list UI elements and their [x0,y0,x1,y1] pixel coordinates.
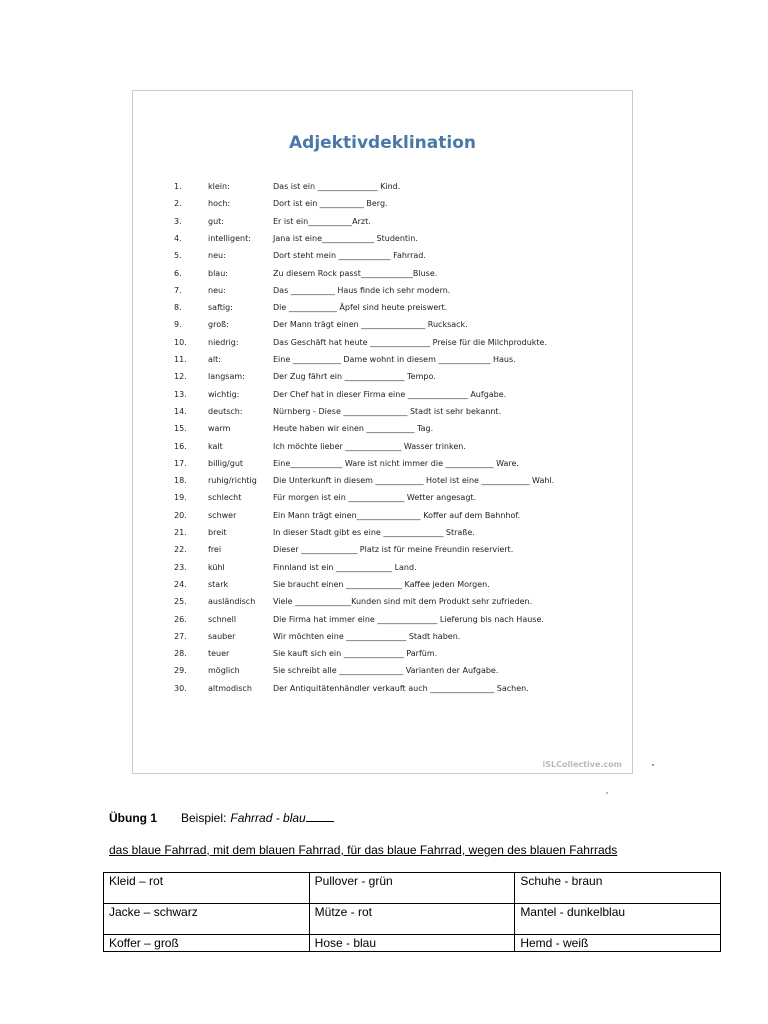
exercise-item [133,369,632,385]
item-sentence: Wir möchten eine _______________ Stadt haben. [273,631,461,641]
exercise-item [133,231,632,247]
item-number: 23. [174,562,187,572]
table-cell: Hemd - weiß [515,935,721,952]
item-adjective: warm [208,424,231,434]
item-adjective: möglich [208,666,240,676]
exercise-item [133,646,632,662]
speck [606,792,608,794]
exercise-item [133,266,632,282]
item-number: 24. [174,579,187,589]
item-number: 12. [174,372,187,382]
item-number: 29. [174,666,187,676]
item-adjective: kalt [208,441,223,451]
table-row [104,935,721,952]
watermark: iSLCollective.com [542,760,622,769]
exercise-item [133,283,632,299]
item-adjective: neu: [208,285,226,295]
item-sentence: Für morgen ist ein ______________ Wetter angesagt. [273,493,477,503]
word-table [103,872,721,952]
item-sentence: Eine_____________ Ware ist nicht immer die ____________ Ware. [273,458,519,468]
item-adjective: hoch: [208,199,231,209]
item-adjective: altmodisch [208,683,252,693]
item-adjective: deutsch: [208,406,243,416]
item-number: 6. [174,268,182,278]
item-sentence: Sie kauft sich ein _______________ Parfüm. [273,649,438,659]
exercise-item [133,421,632,437]
item-sentence: Die Unterkunft in diesem ____________ Hotel ist eine ____________ Wahl. [273,476,555,486]
item-sentence: Ich möchte lieber ______________ Wasser trinken. [273,441,466,451]
exercise-item [133,473,632,489]
exercise-item [133,542,632,558]
item-adjective: niedrig: [208,337,239,347]
item-adjective: breit [208,528,227,537]
item-number: 13. [174,389,187,399]
item-sentence: Finnland ist ein ______________ Land. [273,562,417,572]
item-adjective: kühl [208,562,225,572]
item-number: 14. [174,406,187,416]
item-adjective: klein: [208,182,230,191]
item-adjective: langsam: [208,372,245,382]
item-sentence: Dort ist ein ___________ Berg. [273,199,388,209]
item-number: 3. [174,216,182,226]
exercise-item [133,629,632,645]
item-adjective: teuer [208,649,230,659]
table-row [104,904,721,935]
table-row [104,873,721,904]
item-number: 8. [174,303,182,313]
exercise-item [133,214,632,230]
item-adjective: schnell [208,614,237,624]
item-sentence: Das ist ein _______________ Kind. [273,182,401,191]
item-number: 17. [174,458,187,468]
item-number: 10. [174,337,187,347]
item-number: 21. [174,528,187,537]
item-sentence: Eine ____________ Dame wohnt in diesem _____________ Haus. [273,355,516,364]
item-number: 7. [174,285,182,295]
example-text: Fahrrad - blau [230,811,306,825]
item-sentence: Dort steht mein _____________ Fahrrad. [273,251,426,261]
item-number: 1. [174,182,182,191]
exercise-item [133,612,632,628]
item-adjective: frei [208,545,222,555]
item-adjective: schwer [208,510,237,520]
table-cell: Mütze - rot [309,904,515,935]
exercise-item [133,663,632,679]
exercise-item [133,594,632,610]
item-sentence: Der Mann trägt einen ________________ Rucksack. [273,320,468,330]
exercise-item [133,352,632,368]
exercise-item [133,508,632,524]
item-number: 2. [174,199,182,209]
item-sentence: Sie braucht einen ______________ Kaffee jeden Morgen. [273,579,490,589]
item-adjective: alt: [208,355,221,364]
exercise-item [133,577,632,593]
exercise-item [133,456,632,472]
item-sentence: Ein Mann trägt einen________________ Koffer auf dem Bahnhof. [273,510,521,520]
item-number: 18. [174,476,187,486]
example-blank [306,810,334,822]
exercise-item [133,300,632,316]
exercise-item [133,317,632,333]
table-cell: Mantel - dunkelblau [515,904,721,935]
item-sentence: Zu diesem Rock passt_____________Bluse. [273,268,438,278]
item-sentence: Die ____________ Äpfel sind heute preiswert. [273,303,448,313]
item-sentence: Sie schreibt alle ________________ Varianten der Aufgabe. [273,666,499,676]
item-adjective: ruhig/richtig [208,476,257,486]
item-sentence: Jana ist eine_____________ Studentin. [273,233,418,243]
exercise-item [133,335,632,351]
exercise-item [133,439,632,455]
item-number: 26. [174,614,187,624]
item-number: 11. [174,355,187,364]
item-sentence: Der Antiquitätenhändler verkauft auch ________________ Sachen. [273,683,529,693]
item-adjective: groß: [208,320,229,330]
exercise-item [133,404,632,420]
item-number: 16. [174,441,187,451]
exercise-item [133,248,632,264]
table-cell: Koffer – groß [104,935,310,952]
item-adjective: neu: [208,251,226,261]
example-prefix: Beispiel: [181,811,227,825]
exercise-item [133,525,632,541]
item-sentence: Das Geschäft hat heute _______________ Preise für die Milchprodukte. [273,337,547,347]
item-number: 20. [174,510,187,520]
item-sentence: Dieser ______________ Platz ist für meine Freundin reserviert. [273,545,514,555]
item-number: 19. [174,493,187,503]
item-adjective: saftig: [208,303,233,313]
model-declension: das blaue Fahrrad, mit dem blauen Fahrrad, für das blaue Fahrrad, wegen des blauen Fahrrads [109,843,618,857]
item-number: 9. [174,320,182,330]
item-adjective: schlecht [208,493,242,503]
item-sentence: Der Zug fährt ein _______________ Tempo. [273,372,436,382]
item-number: 5. [174,251,182,261]
item-adjective: ausländisch [208,597,256,607]
item-sentence: Viele ______________Kunden sind mit dem Produkt sehr zufrieden. [273,597,533,607]
exercise-item [133,560,632,576]
table-cell: Pullover - grün [309,873,515,904]
item-number: 15. [174,424,187,434]
table-cell: Schuhe - braun [515,873,721,904]
table-cell: Hose - blau [309,935,515,952]
table-cell: Kleid – rot [104,873,310,904]
item-sentence: In dieser Stadt gibt es eine _______________ Straße. [273,528,475,537]
exercise-item [133,196,632,212]
item-number: 25. [174,597,187,607]
item-adjective: intelligent: [208,233,251,243]
item-sentence: Die Firma hat immer eine _______________ Lieferung bis nach Hause. [273,614,544,624]
item-adjective: billig/gut [208,458,244,468]
worksheet-title: Adjektivdeklination [289,133,476,153]
item-sentence: Das ___________ Haus finde ich sehr modern. [273,285,451,295]
exercise-item [133,179,632,195]
item-adjective: sauber [208,631,236,641]
item-adjective: blau: [208,268,228,278]
item-sentence: Heute haben wir einen ____________ Tag. [273,424,434,434]
item-adjective: wichtig: [208,389,240,399]
speck [652,764,654,766]
exercise-item [133,490,632,506]
item-sentence: Der Chef hat in dieser Firma eine _______________ Aufgabe. [273,389,507,399]
worksheet-image [132,90,633,774]
item-adjective: gut: [208,216,224,226]
item-number: 27. [174,631,187,641]
exercise-item [133,387,632,403]
item-number: 28. [174,649,187,659]
exercise-heading [109,810,334,826]
exercise-item [133,681,632,697]
item-number: 22. [174,545,187,555]
item-number: 30. [174,683,187,693]
item-adjective: stark [208,579,229,589]
item-sentence: Nürnberg - Diese ________________ Stadt ist sehr bekannt. [273,406,502,416]
table-cell: Jacke – schwarz [104,904,310,935]
item-sentence: Er ist ein___________Arzt. [273,216,371,226]
item-number: 4. [174,233,182,243]
exercise-label: Übung 1 [109,811,157,825]
